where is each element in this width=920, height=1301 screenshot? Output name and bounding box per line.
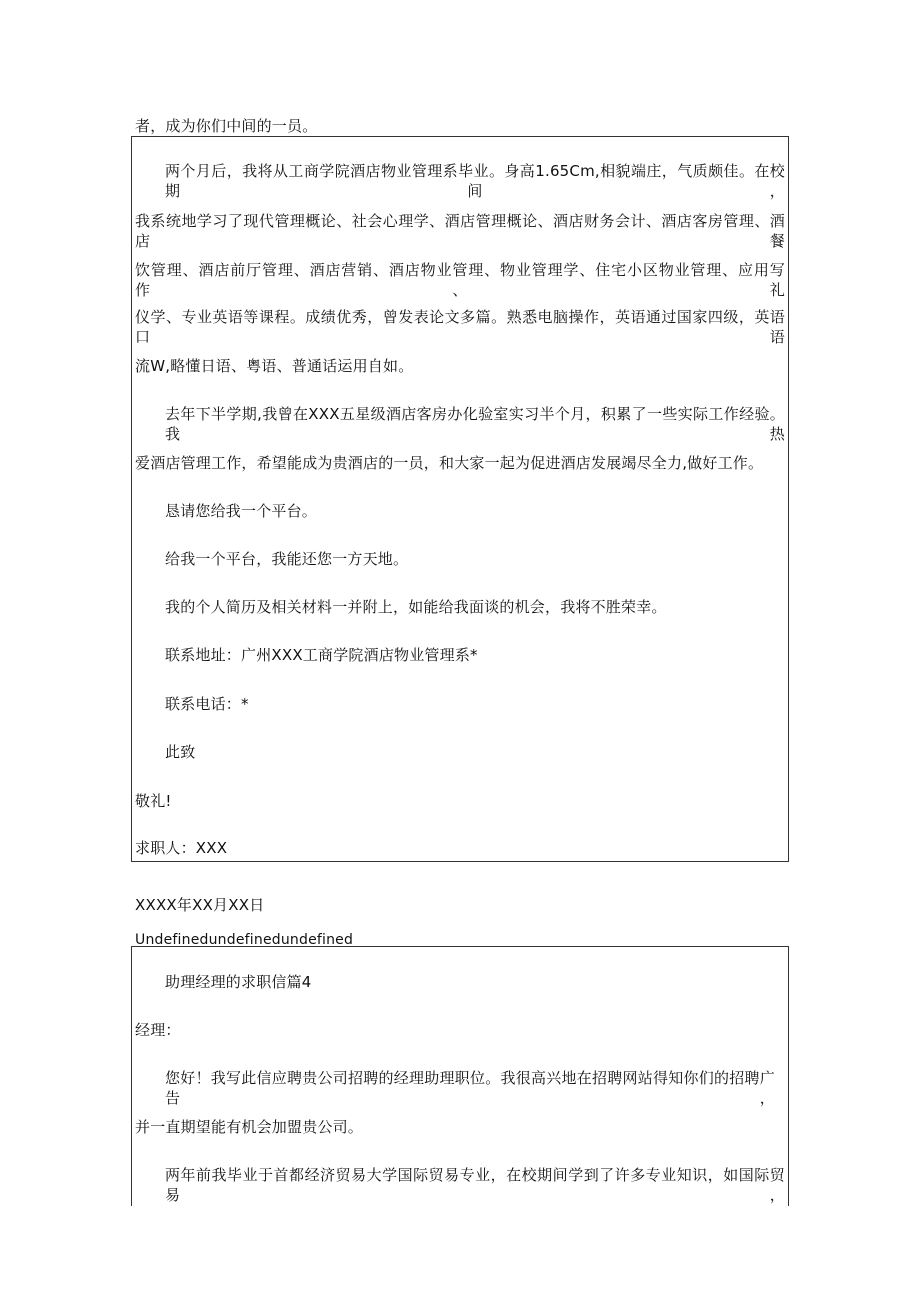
letter2-p2-line1: 两年前我毕业于首都经济贸易大学国际贸易专业，在校期间学到了许多专业知识，如国际贸易， [165,1166,785,1204]
letter1-address: 联系地址：广州XXX工商学院酒店物业管理系* [165,646,478,664]
letter1-p2-line2: 爱酒店管理工作，希望能成为贵酒店的一员，和大家一起为促进酒店发展竭尽全力,做好工作。 [135,454,764,472]
letter1-phone: 联系电话：* [165,695,249,713]
letter1-p1-line2: 我系统地学习了现代管理概论、社会心理学、酒店管理概论、酒店财务会计、酒店客房管理、酒店餐 [135,212,785,250]
letter1-p1-line5: 流W,略懂日语、粤语、普通话运用自如。 [135,357,414,375]
letter2-p1-line2: 并一直期望能有机会加盟贵公司。 [135,1118,364,1136]
letter1-p3: 恳请您给我一个平台。 [165,502,318,520]
date-line: XXXX年XX月XX日 [135,896,265,914]
letter1-salute: 敬礼! [135,792,172,810]
letter1-p5: 我的个人简历及相关材料一并附上，如能给我面谈的机会，我将不胜荣幸。 [165,598,667,616]
letter2-greeting: 经理： [135,1021,181,1039]
top-fragment-text: 者，成为你们中间的一员。 [135,117,318,135]
letter1-closing: 此致 [165,743,196,761]
letter1-p1-line1: 两个月后，我将从工商学院酒店物业管理系毕业。身高1.65Cm,相貌端庄，气质颇佳。在校期间， [165,162,785,200]
letter1-p2-line1: 去年下半学期,我曾在XXX五星级酒店客房办化验室实习半个月，积累了一些实际工作经验。我热 [165,405,785,443]
letter1-signature: 求职人：XXX [135,839,228,857]
letter2-p1-line1: 您好！我写此信应聘贵公司招聘的经理助理职位。我很高兴地在招聘网站得知你们的招聘广告， [165,1069,775,1107]
letter1-p1-line3: 饮管理、酒店前厅管理、酒店营销、酒店物业管理、物业管理学、住宅小区物业管理、应用写作、礼 [135,261,785,299]
undefined-text: Undefinedundefinedundefined [135,932,354,948]
letter1-p1-line4: 仪学、专业英语等课程。成绩优秀，曾发表论文多篇。熟悉电脑操作，英语通过国家四级，英语口语 [135,308,785,346]
letter1-p4: 给我一个平台，我能还您一方天地。 [165,550,409,568]
letter2-title: 助理经理的求职信篇4 [165,973,312,991]
